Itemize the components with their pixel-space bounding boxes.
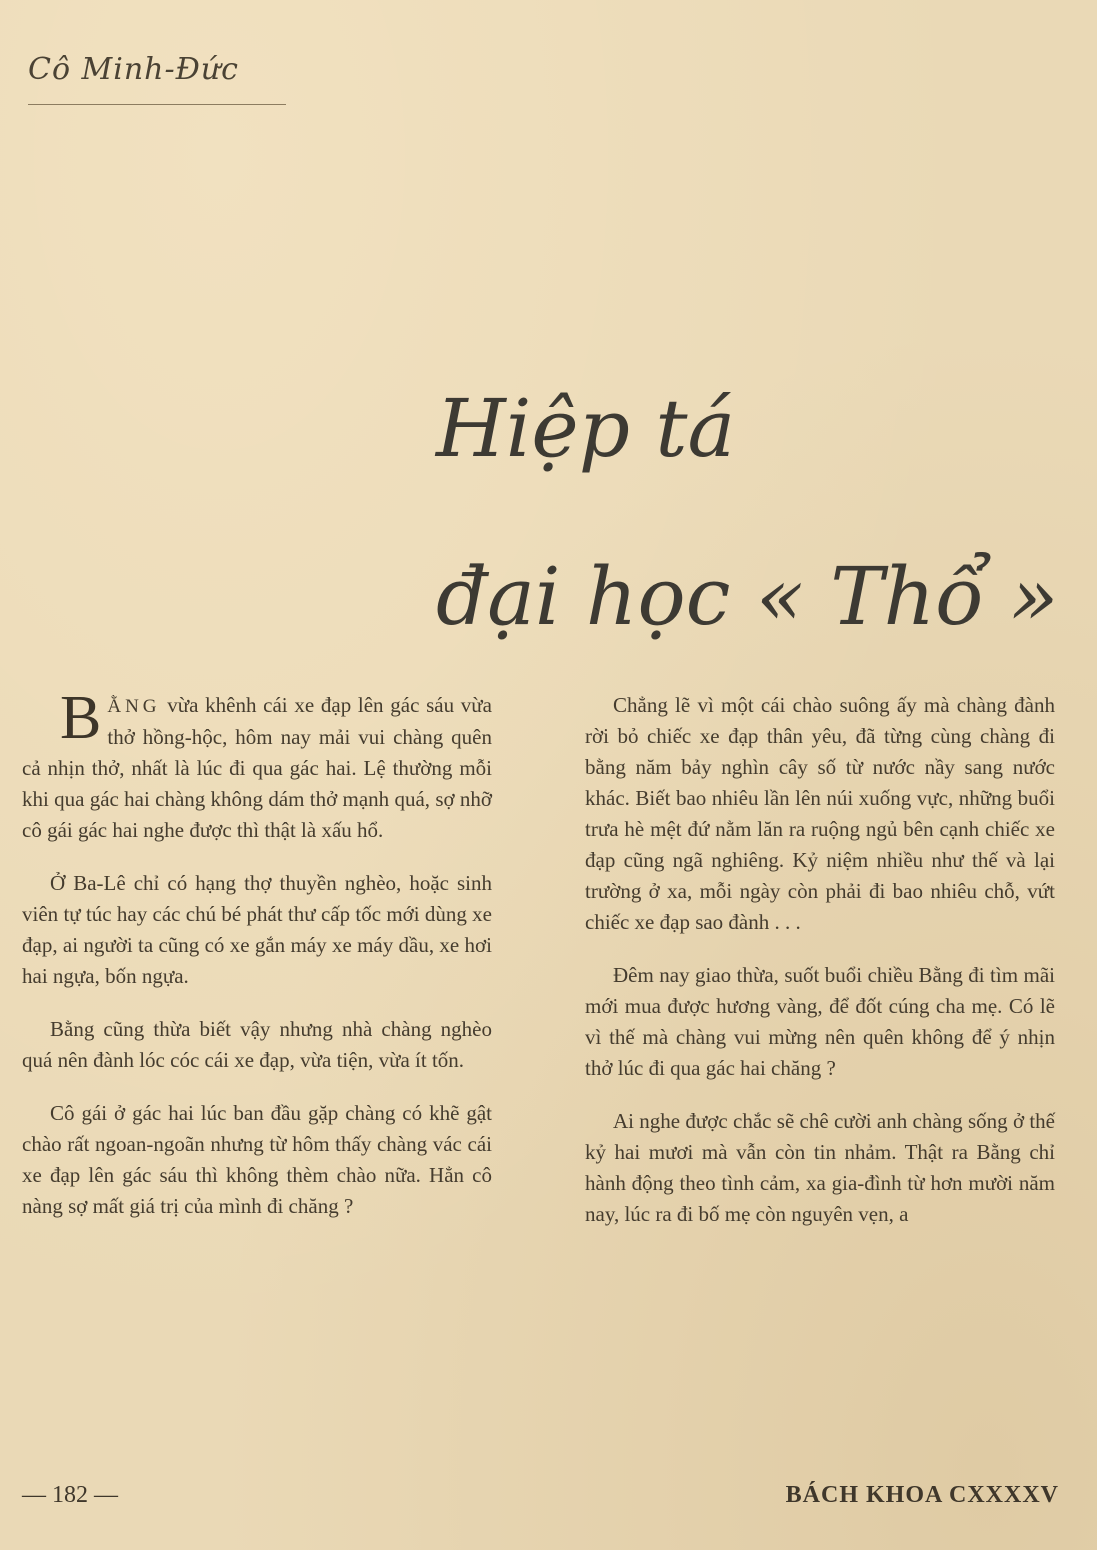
paragraph: Ai nghe được chắc sẽ chê cười anh chàng sống ở thế kỷ hai mươi mà vẫn còn tin nhảm. Thật ra Bằng chỉ hành động theo tình cảm, xa gia-đình từ hơn mười năm nay, lúc ra đi bố mẹ còn nguyên vẹn, a: [585, 1109, 1055, 1226]
paragraph: Chẳng lẽ vì một cái chào suông ấy mà chàng đành rời bỏ chiếc xe đạp thân yêu, đã từng cùng chàng đi bằng năm bảy nghìn cây số từ nước nầy sang nước khác. Biết bao nhiêu lần lên núi xuống vực, những buổi trưa hè mệt đứ nằm lăn ra ruộng ngủ bên cạnh chiếc xe đạp cũng ngã nghiêng. Kỷ niệm nhiều như thế và lại trường ở xa, mỗi ngày còn phải đi bao nhiêu chỗ, vứt chiếc xe đạp sao đành . . .: [585, 693, 1055, 934]
right-column: [585, 690, 1055, 1252]
paragraph: [22, 684, 492, 846]
paragraph: Ở Ba-Lê chỉ có hạng thợ thuyền nghèo, hoặc sinh viên tự túc hay các chú bé phát thư cấp tốc mới dùng xe đạp, ai người ta cũng có xe gắn máy xe máy dầu, xe hơi hai ngựa, bốn ngựa.: [22, 871, 492, 988]
title-line-1: Hiệp tá: [436, 382, 736, 475]
journal-name: BÁCH KHOA CXXXXV: [785, 1482, 1059, 1508]
article-title: [436, 345, 1076, 681]
author-underline: [28, 104, 286, 105]
author-name: Cô Minh-Đức: [28, 52, 239, 87]
title-line-2: đại học « Thổ »: [436, 550, 1059, 643]
left-column: [22, 684, 492, 1244]
drop-cap: B: [60, 684, 102, 752]
paragraph: Đêm nay giao thừa, suốt buổi chiều Bằng đi tìm mãi mới mua được hương vàng, để đốt cúng cha mẹ. Có lẽ vì thế mà chàng vui mừng nên quên không để ý nhịn thở lúc đi qua gác hai chăng ?: [585, 963, 1055, 1080]
opening-smallcaps: ẰNG: [107, 696, 161, 717]
paragraph-text: vừa khênh cái xe đạp lên gác sáu vừa thở hồng-hộc, hôm nay mải vui chàng quên cả nhịn thở, nhất là lúc đi qua gác hai. Lệ thường mỗi khi qua gác hai chàng không dám thở mạnh quá, sợ nhỡ cô gái gác hai nghe được thì thật là xấu hổ.: [22, 693, 492, 842]
page-number: — 182 —: [22, 1482, 118, 1508]
paragraph: Cô gái ở gác hai lúc ban đầu gặp chàng có khẽ gật chào rất ngoan-ngoãn nhưng từ hôm thấy chàng vác cái xe đạp lên gác sáu thì không thèm chào nữa. Hẳn cô nàng sợ mất giá trị của mình đi chăng ?: [22, 1101, 492, 1218]
paragraph: Bằng cũng thừa biết vậy nhưng nhà chàng nghèo quá nên đành lóc cóc cái xe đạp, vừa tiện, vừa ít tốn.: [22, 1017, 492, 1072]
